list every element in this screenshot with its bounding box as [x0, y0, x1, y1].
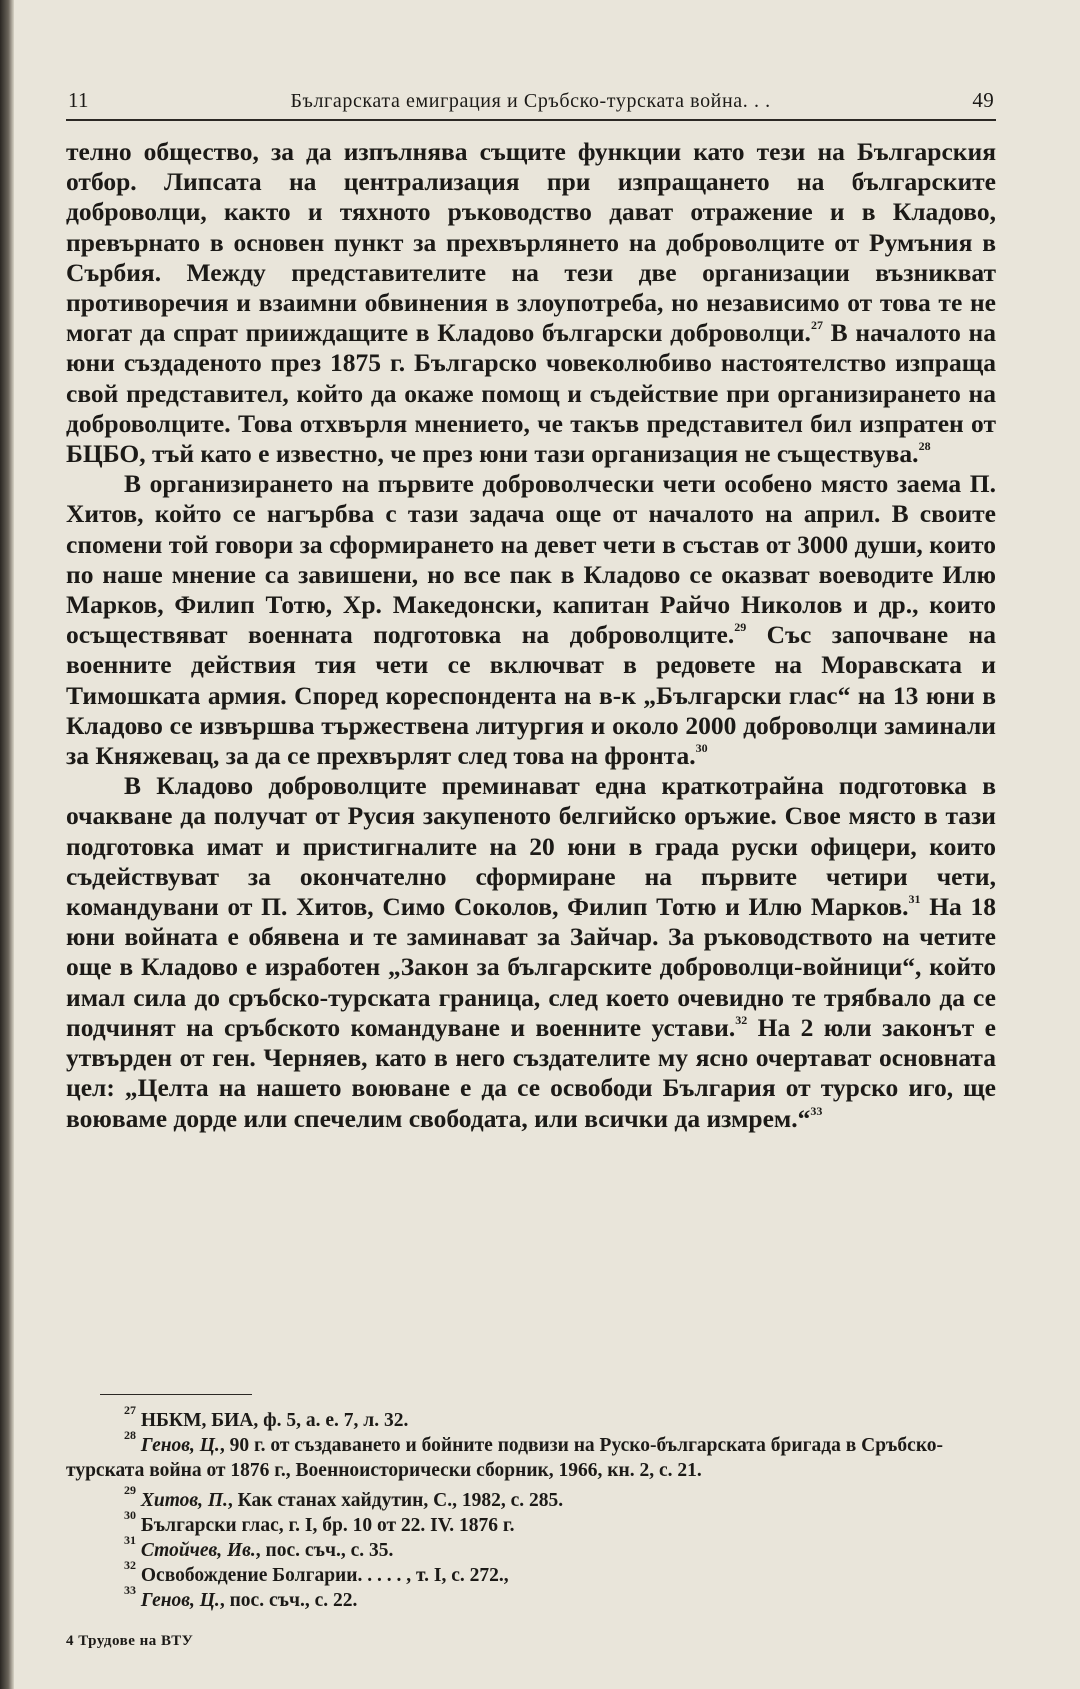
footnote [66, 1583, 996, 1613]
footnote-number: 28 [124, 1428, 136, 1442]
footnote-ref: 32 [735, 1012, 748, 1027]
footnote [66, 1428, 996, 1483]
footnote-ref: 30 [695, 741, 708, 756]
main-text [66, 137, 996, 1134]
paragraph-text: Със започване на военните действия тия чети се включват в редовете на Моравската и Тимошката армия. Според кореспондента на в-к „Български глас“ на 13 юни в Кладово се извършва тържествена литургия и около 2000 доброволци заминали за Княжевац, за да се прехвърлят след това на фронта. [66, 620, 996, 771]
paragraph [66, 469, 996, 771]
footnote-text: , пос. съч., с. 35. [255, 1540, 394, 1561]
footnote-ref: 33 [810, 1103, 823, 1118]
footnote-text: , Как станах хайдутин, С., 1982, с. 285. [227, 1490, 564, 1511]
footnote-number: 32 [124, 1558, 136, 1572]
footnote-number: 27 [124, 1403, 136, 1417]
footnote [66, 1533, 996, 1563]
footnote [66, 1483, 996, 1513]
footnote-text: , 90 г. от създаването и бойните подвизи на Руско-българската бригада в Сръбско-турската война от 1876 г., Военноисторически сборник, 1966, кн. 2, с. 21. [66, 1435, 944, 1481]
footnote-text: , пос. съч., с. 22. [219, 1590, 358, 1611]
footnote-number: 31 [124, 1533, 136, 1547]
footnote-ref: 31 [908, 892, 921, 907]
footnote-number: 33 [124, 1583, 136, 1597]
footnote-author: Генов, Ц. [140, 1590, 220, 1611]
running-header [66, 88, 996, 121]
paragraph-text: На 2 юли законът е утвърден от ген. Черняев, като в него създателите му ясно очертават основната цел: „Целта на нашето воюване е да се освободи България от турско иго, ще воюваме дорде или спечелим свободата, или всички да измрем.“ [66, 1012, 996, 1133]
footnotes [66, 1403, 996, 1613]
paragraph-text: В началото на юни създаденото през 1875 г. Българско човеколюбиво настоятелство изпраща свой представител, който да окаже помощ и съдействие при организирането на доброволците. Това отхвърля мнението, че такъв представител бил изпратен от БЦБО, тъй като е известно, че през юни тази организация не съществува. [66, 318, 996, 469]
footnote-ref: 29 [734, 620, 747, 635]
footnote-author: Генов, Ц. [140, 1435, 220, 1456]
footnote-text: Освобождение Болгарии. . . . . , т. I, с. 272., [140, 1565, 509, 1586]
footnote-ref: 28 [918, 439, 931, 454]
running-title: Българската емиграция и Сръбско-турската война. . . [290, 90, 771, 112]
paragraph [66, 137, 996, 469]
footnote-text: НБКМ, БИА, ф. 5, а. е. 7, л. 32. [140, 1410, 409, 1431]
footnote-ref: 27 [810, 318, 823, 333]
paragraph-text: На 18 юни войната е обявена и те заминават за Зайчар. За ръководството на четите още в Кладово е изработен „Закон за българските доброволци-войници“, който имал сила до сръбско-турската граница, след което очевидно те трябвало да се подчинят на сръбското командуване и военните устави. [66, 892, 996, 1042]
footnote-author: Стойчев, Ив. [140, 1540, 256, 1561]
footnote-text: Български глас, г. I, бр. 10 от 22. IV. 1876 г. [140, 1515, 515, 1536]
paragraph-text: В организирането на първите доброволчески чети особено място заема П. Хитов, който се нагърбва с тази задача още от началото на април. В своите спомени той говори за сформирането на девет чети в състав от 3000 души, които по наше мнение са завишени, но все пак в Кладово се оказват воеводите Илю Марков, Филип Тотю, Хр. Македонски, капитан Райчо Николов и др., които осъществяват военната подготовка на доброволците. [66, 469, 996, 650]
footnote-number: 30 [124, 1508, 136, 1522]
paragraph [66, 771, 996, 1133]
footnote-separator [100, 1394, 252, 1395]
footnote-author: Хитов, П. [140, 1490, 228, 1511]
page-body [66, 88, 996, 1134]
page-number: 49 [972, 88, 994, 112]
footnote [66, 1508, 996, 1538]
footnote-number: 29 [124, 1483, 136, 1497]
chapter-number: 11 [68, 88, 89, 112]
footnote [66, 1558, 996, 1588]
paragraph-text: В Кладово доброволците преминават една краткотрайна подготовка в очакване да получат от Русия закупеното белгийско оръжие. Свое място в тази подготовка имат и пристигналите на 20 юни в града руски офицери, които съдействуват за окончателно сформиране на първите четири чети, командувани от П. Хитов, Симо Соколов, Филип Тотю и Илю Марков. [66, 771, 996, 922]
printer-signature: 4 Трудове на ВТУ [66, 1633, 194, 1649]
paragraph-text: телно общество, за да изпълнява същите функции като тези на Българския отбор. Липсата на централизация при изпращането на българските доброволци, както и тяхното ръководство дават отражение и в Кладово, превърнато в основен пункт за прехвърлянето на доброволците от Румъния в Сърбия. Между представителите на тези две организации възникват противоречия и взаимни обвинения в злоупотреба, но независимо от това те не могат да спрат прииждащите в Кладово български доброволци. [66, 137, 996, 348]
book-spine-shadow [0, 0, 14, 1689]
footnote [66, 1403, 996, 1433]
